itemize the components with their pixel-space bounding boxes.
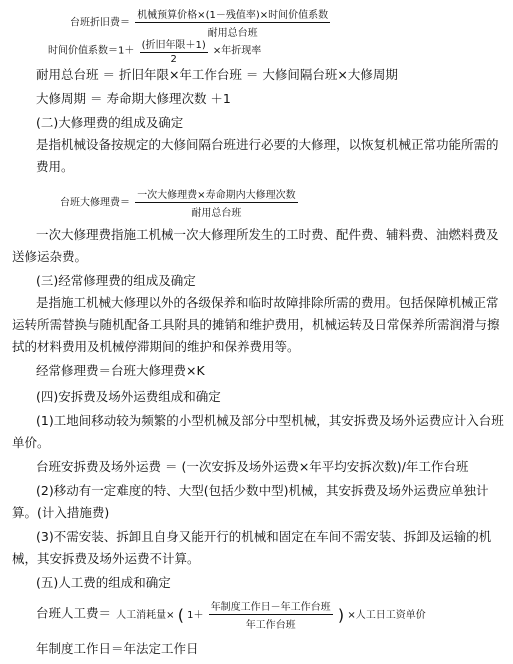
formula-term: 人工消耗量× (116, 609, 175, 621)
text-install-3: (3)不需安装、拆卸且自身又能开行的机械和固定在车间不需安装、拆卸及运输的机械，其安拆费及场外运费不计算。 (12, 529, 492, 566)
heading-regular: (三)经常修理费的组成及确定 (36, 273, 196, 288)
fraction (135, 6, 330, 39)
formula-lhs: 台班大修理费＝ (60, 197, 130, 209)
formula-mid (116, 602, 426, 631)
text-regular-def: 是指施工机械大修理以外的各级保养和临时故障排除所需的费用。包括保障机械正常运转所需替换与随机配备工具附具的摊销和维护费用，机械运转及日常保养所需润滑与擦拭的材料费用及机械停滞期间的维护和保养费用等。 (12, 295, 500, 354)
text-install-formula: 台班安拆费及场外运费 ＝ (一次安拆及场外运费×年平均安拆次数)/年工作台班 (36, 459, 469, 474)
fraction-numerator: (折旧年限＋1) (140, 36, 208, 53)
formula-labor (36, 598, 426, 631)
text-workdays: 年制度工作日＝年法定工作日 (36, 641, 199, 656)
paren-close: ) (337, 605, 345, 624)
fraction-numerator: 一次大修理费×寿命期内大修理次数 (135, 186, 297, 203)
text-total-shifts: 耐用总台班 ＝ 折旧年限×年工作台班 ＝ 大修间隔台班×大修周期 (36, 67, 398, 82)
heading-overhaul: (二)大修理费的组成及确定 (36, 115, 184, 130)
formula-term: 1＋ (187, 609, 204, 621)
text-install-1: (1)工地间移动较为频繁的小型机械及部分中型机械，其安拆费及场外运费应计入台班单价。 (12, 413, 504, 450)
formula-depreciation (70, 6, 332, 39)
text-one-overhaul: 一次大修理费指施工机械一次大修理所发生的工时费、配件费、辅料费、油燃料费及送修运杂费。 (12, 227, 499, 264)
formula-rhs: ×人工日工资单价 (347, 609, 426, 621)
text-regular-formula: 经常修理费＝台班大修理费×K (36, 363, 205, 378)
fraction-denominator: 耐用总台班 (207, 28, 258, 39)
fraction (209, 598, 333, 631)
formula-rhs: ×年折现率 (212, 45, 262, 57)
fraction-numerator: 年制度工作日－年工作台班 (209, 598, 333, 615)
heading-install: (四)安拆费及场外运费组成和确定 (36, 389, 221, 404)
fraction-denominator: 2 (170, 54, 177, 65)
formula-lhs: 台班折旧费＝ (70, 17, 130, 29)
fraction-denominator: 耐用总台班 (191, 208, 242, 219)
text-overhaul-period: 大修周期 ＝ 寿命期大修理次数 ＋1 (36, 91, 231, 106)
fraction-numerator: 机械预算价格×(1－残值率)×时间价值系数 (135, 6, 330, 23)
fraction (140, 36, 208, 65)
text-install-2: (2)移动有一定难度的特、大型(包括少数中型)机械，其安拆费及场外运费应单独计算。(计入措施费) (12, 483, 489, 520)
text-overhaul-def: 是指机械设备按规定的大修间隔台班进行必要的大修理，以恢复机械正常功能所需的费用。 (36, 137, 499, 174)
formula-time-value (48, 36, 261, 65)
formula-lhs: 时间价值系数＝1＋ (48, 45, 135, 57)
paren-open: ( (177, 605, 184, 624)
heading-labor: (五)人工费的组成和确定 (36, 575, 171, 590)
formula-overhaul (60, 186, 300, 219)
fraction (135, 186, 297, 219)
formula-lhs: 台班人工费＝ (36, 605, 112, 621)
fraction-denominator: 年工作台班 (245, 620, 296, 631)
